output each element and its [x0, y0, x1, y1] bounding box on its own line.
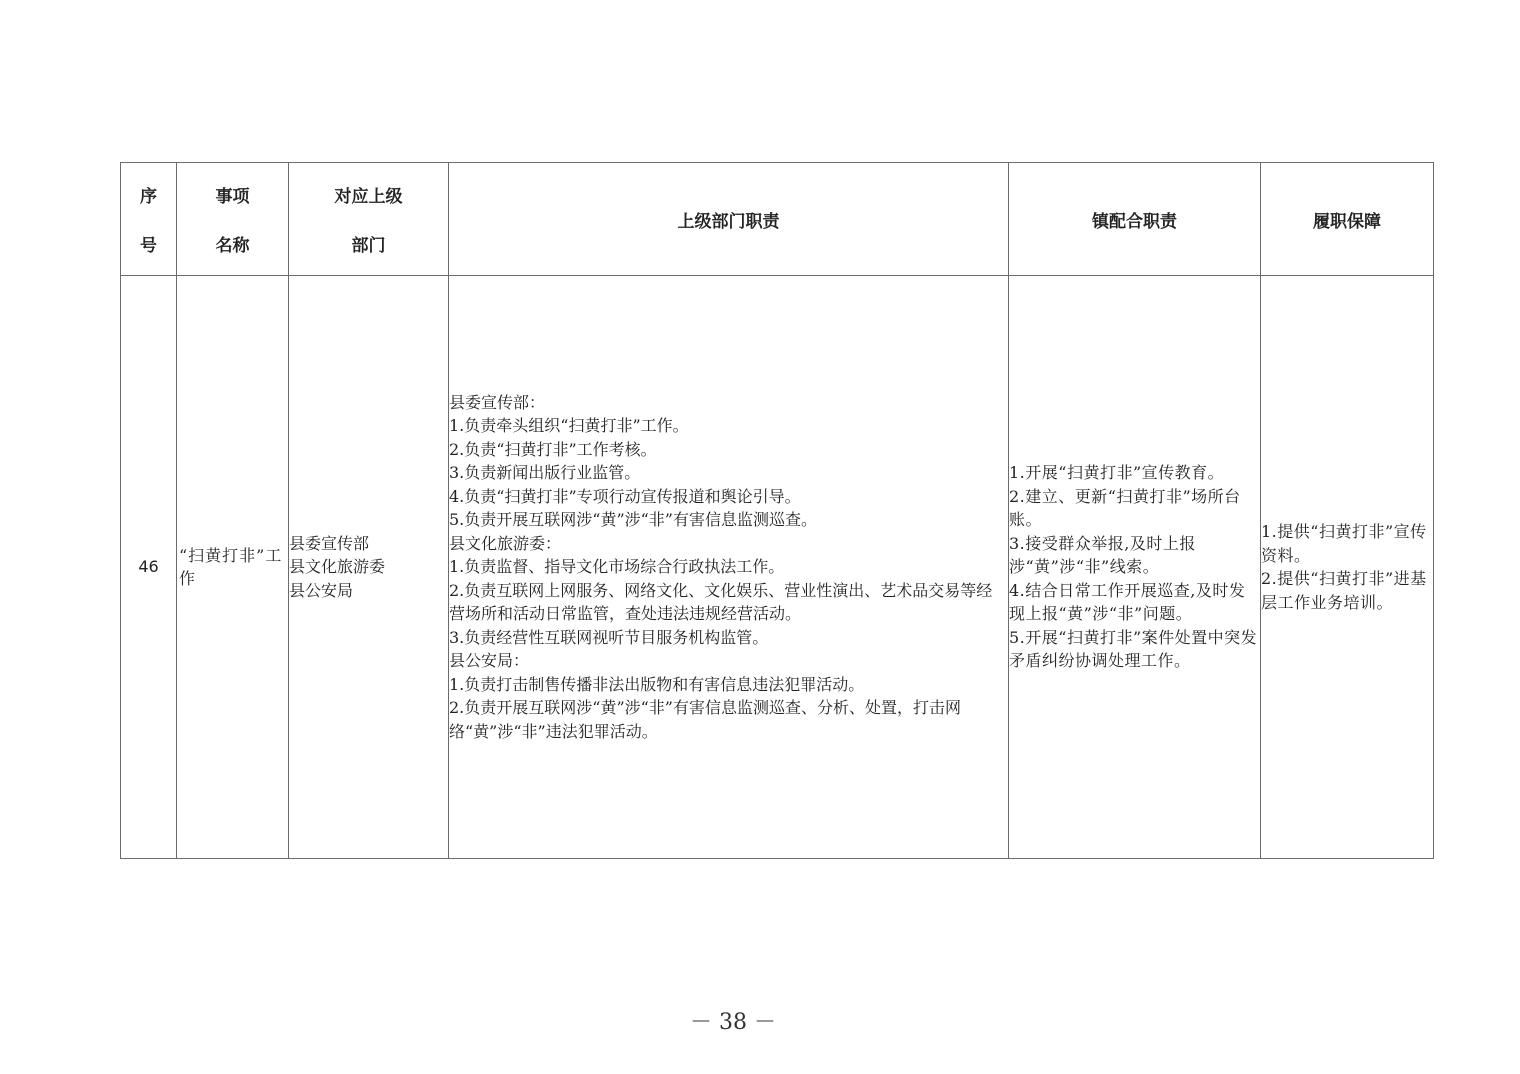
superior-dept-1: 县委宣传部	[289, 533, 370, 553]
superior-dept-3: 县公安局	[289, 580, 354, 600]
header-item-name	[177, 163, 289, 276]
superior-duty-item: 4.负责“扫黄打非”专项行动宣传报道和舆论引导。	[449, 486, 801, 506]
town-duty-item: 1.开展“扫黄打非”宣传教育。	[1009, 463, 1225, 483]
table-header-row	[121, 163, 1434, 276]
superior-duty-item: 2.负责开展互联网涉“黄”涉“非”有害信息监测巡查、分析、处置，打击网络“黄”涉“非”违法犯罪活动。	[449, 698, 961, 741]
superior-duty-item: 2.负责互联网上网服务、网络文化、文化娱乐、营业性演出、艺术品交易等经营场所和活动日常监管，查处违法违规经营活动。	[449, 580, 993, 624]
town-duty-item: 4.结合日常工作开展巡查,及时发现上报“黄”涉“非”问题。	[1009, 580, 1246, 624]
header-serial-line-1: 序	[140, 187, 157, 207]
superior-duty-item: 2.负责“扫黄打非”工作考核。	[449, 439, 657, 459]
superior-duty-item: 3.负责新闻出版行业监管。	[449, 463, 641, 483]
superior-duty-heading-culture: 县文化旅游委：	[449, 533, 562, 553]
superior-dept-2: 县文化旅游委	[289, 557, 386, 577]
town-duty-item: 5.开展“扫黄打非”案件处置中突发矛盾纠纷协调处理工作。	[1009, 627, 1258, 671]
superior-duty-heading-propaganda: 县委宣传部：	[449, 392, 546, 412]
table-row	[121, 276, 1434, 859]
header-superior-dept	[289, 163, 449, 276]
header-superior-dept-line-2: 部门	[351, 236, 386, 256]
superior-duty-item: 1.负责监督、指导文化市场综合行政执法工作。	[449, 557, 785, 577]
header-superior-dept-line-1: 对应上级	[334, 187, 403, 207]
header-superior-duty: 上级部门职责	[449, 163, 1009, 276]
duty-table	[120, 162, 1434, 859]
row-guarantees	[1261, 276, 1434, 859]
header-guarantee: 履职保障	[1261, 163, 1434, 276]
superior-duty-item: 5.负责开展互联网涉“黄”涉“非”有害信息监测巡查。	[449, 510, 817, 530]
superior-duty-heading-police: 县公安局：	[449, 651, 530, 671]
header-item-name-line-2: 名称	[215, 236, 250, 256]
row-item-name: “扫黄打非”工作	[179, 545, 283, 588]
town-duty-item: 2.建立、更新“扫黄打非”场所台账。	[1009, 486, 1241, 530]
header-town-duty: 镇配合职责	[1009, 163, 1261, 276]
header-item-name-line-1: 事项	[215, 187, 250, 207]
superior-duty-item: 1.负责牵头组织“扫黄打非”工作。	[449, 416, 689, 436]
row-superior-depts	[289, 276, 449, 859]
guarantee-item: 1.提供“扫黄打非”宣传资料。	[1261, 522, 1427, 565]
superior-duty-item: 3.负责经营性互联网视听节目服务机构监管。	[449, 627, 769, 647]
superior-duty-item: 1.负责打击制售传播非法出版物和有害信息违法犯罪活动。	[449, 674, 865, 694]
row-town-duties	[1009, 276, 1261, 859]
page-number: － 38 －	[690, 1010, 776, 1035]
header-serial-line-2: 号	[140, 236, 157, 256]
row-item-name-cell	[177, 276, 289, 859]
row-superior-duties	[449, 276, 1009, 859]
guarantee-item: 2.提供“扫黄打非”进基层工作业务培训。	[1261, 569, 1427, 612]
header-serial	[121, 163, 177, 276]
town-duty-item: 3.接受群众举报,及时上报涉“黄”涉“非”线索。	[1009, 533, 1196, 577]
row-serial: 46	[121, 276, 177, 859]
